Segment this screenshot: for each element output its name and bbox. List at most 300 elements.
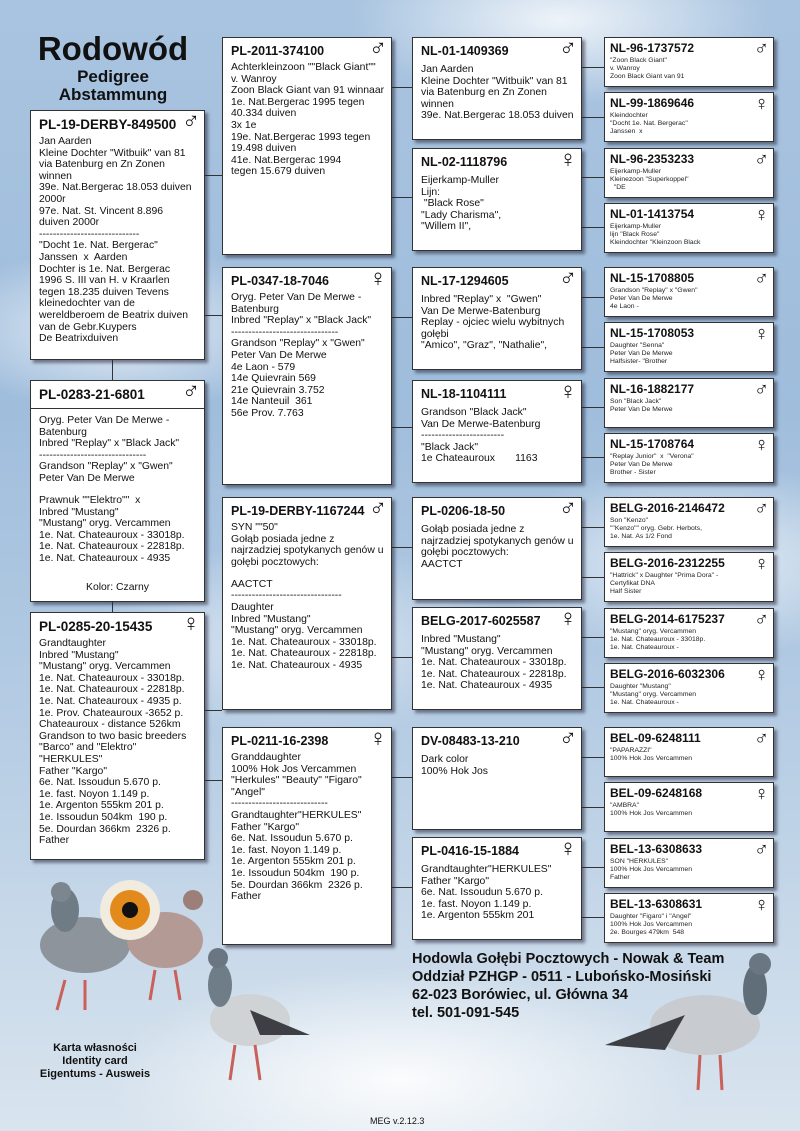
description-line <box>39 485 196 495</box>
ring-number: BELG-2016-2312255 <box>610 556 725 570</box>
description-line: Grandtaughter"HERKULES" <box>231 809 362 821</box>
description-line: Kleindochter "Kleinzoon Black <box>610 239 701 246</box>
description-line: Oryg. Peter Van De Merwe - <box>231 292 362 303</box>
pedigree-card-gen4-4[interactable] <box>604 267 774 317</box>
female-symbol-icon: ♀ <box>754 894 769 916</box>
pigeon-description <box>605 746 773 764</box>
description-line: 1e. Nat. Chateauroux - 33018p. <box>39 672 185 684</box>
description-line: "Mustang" oryg. Vercammen <box>39 661 171 673</box>
description-line: "DE <box>610 184 626 191</box>
pigeon-description <box>413 630 581 696</box>
description-line: kleinedochter van de <box>39 298 135 310</box>
pigeon-description <box>413 290 581 356</box>
pedigree-card-gen1-1[interactable] <box>30 380 205 602</box>
male-symbol-icon: ♂ <box>754 728 769 750</box>
pedigree-card-gen4-5[interactable] <box>604 322 774 372</box>
connector-line <box>582 807 604 808</box>
description-line: 14e Nanteuil 361 <box>231 396 313 408</box>
female-symbol-icon: ♀ <box>369 267 387 292</box>
description-line: 19.498 duiven <box>231 143 297 155</box>
connector-line <box>392 197 412 198</box>
ring-number: PL-0347-18-7046 <box>231 274 329 288</box>
description-line: Peter Van De Merwe <box>610 350 673 357</box>
description-line: "Mustang" oryg. Vercammen <box>421 645 553 657</box>
pedigree-card-gen2-1[interactable] <box>222 267 392 485</box>
card-label-pl: Karta własności <box>53 1042 137 1054</box>
connector-line <box>392 547 412 548</box>
female-symbol-icon: ♀ <box>754 434 769 456</box>
description-line: 4e Laon - 579 <box>231 361 296 373</box>
description-line: Chateauroux - distance 526km <box>39 719 181 731</box>
description-line: -------------------------------- <box>231 590 342 602</box>
pedigree-card-gen3-1[interactable] <box>412 148 582 251</box>
description-line: Kleindochter <box>610 112 648 119</box>
description-line: Replay - ojciec wielu wybitnych <box>421 317 565 329</box>
description-line: v. Wanroy <box>610 65 640 72</box>
description-line: Peter Van De Merwe <box>610 295 673 302</box>
description-line: AACTCT <box>231 578 273 590</box>
pedigree-card-gen4-15[interactable] <box>604 893 774 943</box>
pedigree-card-gen4-8[interactable] <box>604 497 774 547</box>
pigeon-left-image <box>25 870 205 1030</box>
ring-number: NL-01-1413754 <box>610 207 695 221</box>
description-line: 100% Hok Jos Vercammen <box>610 866 692 873</box>
pedigree-card-gen2-2[interactable] <box>222 497 392 710</box>
description-line: ""Kenzo"" oryg. Gebr. Herbots, <box>610 525 703 532</box>
description-line: 100% Hok Jos <box>421 765 488 777</box>
title-main: Rodowód <box>37 30 189 67</box>
description-line: Grandtaughter <box>39 638 107 649</box>
description-line: ------------------------------- <box>231 326 339 338</box>
pedigree-card-gen2-3[interactable] <box>222 727 392 945</box>
description-line: 4e Laon - <box>610 303 639 310</box>
description-line: 1e. Nat. Chateauroux - 4935 <box>231 659 363 671</box>
description-line: 1e. fast. Noyon 1.149 p. <box>421 898 532 910</box>
description-line: "Replay Junior" x "Verona" <box>610 453 694 460</box>
ring-number: BELG-2017-6025587 <box>421 614 541 628</box>
pedigree-card-gen4-1[interactable] <box>604 92 774 142</box>
female-symbol-icon: ♀ <box>754 93 769 115</box>
pigeon-description <box>605 167 773 193</box>
male-symbol-icon: ♂ <box>559 267 577 292</box>
card-label-de: Eigentums - Ausweis <box>39 1068 151 1080</box>
description-line: 1e. Nat. Chateauroux - 22818p. <box>39 684 185 696</box>
ring-number: PL-19-DERBY-849500 <box>39 117 177 132</box>
description-line: Peter Van De Merwe <box>610 461 673 468</box>
ring-number: BELG-2016-2146472 <box>610 501 725 515</box>
male-symbol-icon: ♂ <box>754 149 769 171</box>
description-line: 1e. Argenton 555km 201 <box>421 910 535 922</box>
pigeon-description <box>413 860 581 926</box>
female-symbol-icon: ♀ <box>559 148 577 173</box>
description-line: Daughter "Senna" <box>610 342 665 349</box>
description-line: Daughter "Mustang" <box>610 683 671 690</box>
connector-line <box>205 175 222 176</box>
description-line: 1e. Nat. Chateauroux - 4935 <box>39 552 171 564</box>
ring-number: NL-01-1409369 <box>421 44 509 58</box>
connector-line <box>582 347 604 348</box>
female-symbol-icon: ♀ <box>182 612 200 637</box>
male-symbol-icon: ♂ <box>754 839 769 861</box>
description-line: 1e Chateauroux 1163 <box>421 453 538 465</box>
description-line: 1e. Issoudun 504km 190 p. <box>39 811 168 823</box>
description-line: Inbred "Replay" x "Black Jack" <box>231 315 372 327</box>
description-line: gołębi pocztowych: <box>231 556 319 568</box>
description-line: Father "Kargo" <box>39 765 108 777</box>
description-line: 100% Hok Jos Vercammen <box>610 755 692 762</box>
pigeon-description <box>413 750 581 781</box>
description-line <box>231 568 383 578</box>
description-line: ----------------------------- <box>39 228 140 240</box>
description-line: "PAPARAZZI" <box>610 747 652 754</box>
title-sub-de: Abstammung <box>58 85 168 104</box>
description-line: najrzadziej spotykanych genów u <box>421 535 574 547</box>
description-line: "Herkules" "Beauty" "Figaro" <box>231 775 362 787</box>
connector-line <box>582 527 604 528</box>
male-symbol-icon: ♂ <box>754 379 769 401</box>
description-line: Van De Merwe-Batenburg <box>421 418 541 430</box>
description-line: Batenburg <box>39 426 87 438</box>
female-symbol-icon: ♀ <box>754 204 769 226</box>
connector-line <box>582 297 604 298</box>
male-symbol-icon: ♂ <box>182 380 200 405</box>
pedigree-card-gen4-0[interactable] <box>604 37 774 87</box>
connector-line <box>112 360 113 380</box>
connector-line <box>392 777 412 778</box>
description-line: Achterkleinzoon ""Black Giant"" <box>231 62 376 73</box>
breeder-info <box>412 950 724 1022</box>
male-symbol-icon: ♂ <box>559 727 577 752</box>
description-line: 100% Hok Jos Vercammen <box>610 921 692 928</box>
description-line: via Batenburg en Zn Zonen <box>39 159 165 171</box>
description-line: 3x 1e <box>231 119 257 131</box>
description-line: 100% Hok Jos Vercammen <box>231 763 357 775</box>
description-line: winnen <box>421 98 454 110</box>
ring-number: BEL-13-6308633 <box>610 842 703 856</box>
ring-number: PL-19-DERBY-1167244 <box>231 504 365 518</box>
description-line: Kleinezoon "Superkoppel" <box>610 176 689 183</box>
connector-line <box>582 67 604 68</box>
ring-number: NL-15-1708805 <box>610 271 695 285</box>
description-line: 100% Hok Jos Vercammen <box>610 810 692 817</box>
description-line: 2e. Bourges 479km 548 <box>610 929 685 936</box>
description-line: Grandson "Replay" x "Gwen" <box>39 461 173 473</box>
description-line: Father <box>231 891 262 903</box>
connector-line <box>582 867 604 868</box>
description-line: "Docht 1e. Nat. Bergerac" <box>39 240 158 252</box>
ring-number: BEL-09-6248168 <box>610 786 703 800</box>
description-line: Daughter "Figaro" i "Angel" <box>610 913 692 920</box>
description-line: Inbred "Replay" x "Gwen" <box>421 294 542 305</box>
pedigree-card-gen4-11[interactable] <box>604 663 774 713</box>
description-line: Grandson "Replay" x "Gwen" <box>231 338 365 350</box>
description-line: Janssen x Aarden <box>39 251 128 263</box>
description-line: 1e. Nat. Chateauroux - 22818p. <box>39 541 185 553</box>
ring-number: NL-18-1104111 <box>421 387 507 401</box>
male-symbol-icon: ♂ <box>559 497 577 522</box>
male-symbol-icon: ♂ <box>754 498 769 520</box>
connector-line <box>582 917 604 918</box>
ring-number: PL-0416-15-1884 <box>421 844 519 858</box>
ring-number: PL-0211-16-2398 <box>231 734 329 748</box>
pigeon-description <box>605 516 773 542</box>
description-line: via Batenburg en Zn Zonen <box>421 87 547 99</box>
description-line: Grandson "Replay" x "Gwen" <box>610 287 698 294</box>
connector-line <box>582 117 604 118</box>
description-line: Granddaughter <box>231 752 301 763</box>
description-line: "Angel" <box>231 786 265 798</box>
pigeon-description <box>413 60 581 126</box>
description-line: Grandtaughter"HERKULES" <box>421 864 552 875</box>
description-line: Inbred "Mustang" <box>231 613 311 625</box>
ring-number: PL-0285-20-15435 <box>39 619 153 634</box>
description-line: 1e. Argenton 555km 201 p. <box>39 800 164 812</box>
description-line: Grandson "Black Jack" <box>421 407 527 418</box>
connector-line <box>582 407 604 408</box>
title-sub-en: Pedigree <box>77 67 149 86</box>
description-line: 1e. fast. Noyon 1.149 p. <box>39 788 150 800</box>
pedigree-card-gen4-14[interactable] <box>604 838 774 888</box>
connector-line <box>582 757 604 758</box>
description-line: "Zoon Black Giant" <box>610 57 667 64</box>
description-line: Inbred "Mustang" <box>39 506 119 518</box>
description-line: v. Wanroy <box>231 73 277 85</box>
description-line: Father "Kargo" <box>421 875 490 887</box>
description-line: Van De Merwe-Batenburg <box>421 305 541 317</box>
pedigree-card-gen4-6[interactable] <box>604 378 774 428</box>
description-line: Dark color <box>421 754 469 765</box>
description-line: Peter Van De Merwe <box>610 406 673 413</box>
male-symbol-icon: ♂ <box>754 609 769 631</box>
description-line: "AMBRA" <box>610 802 639 809</box>
description-line: Grandson to two basic breeders <box>39 730 187 742</box>
pigeon-description <box>605 571 773 597</box>
description-line: gołębi <box>421 328 449 340</box>
description-line: Father <box>610 874 630 881</box>
pigeon-center-image <box>190 940 310 1090</box>
pedigree-card-gen3-0[interactable] <box>412 37 582 140</box>
description-line: wereldberoem de Beatrix duiven <box>39 309 189 321</box>
female-symbol-icon: ♀ <box>754 323 769 345</box>
description-line: gołębi pocztowych: <box>421 547 509 559</box>
ring-number: NL-96-2353233 <box>610 152 695 166</box>
pigeon-description <box>605 627 773 653</box>
male-symbol-icon: ♂ <box>182 110 200 135</box>
male-symbol-icon: ♂ <box>559 37 577 62</box>
description-line: 6e. Nat. Issoudun 5.670 p. <box>39 777 161 789</box>
description-line: Son "Black Jack" <box>610 398 662 405</box>
description-line: SYN ""50" <box>231 522 278 533</box>
pedigree-card-gen1-2[interactable] <box>30 612 205 860</box>
connector-line <box>392 87 412 88</box>
description-line: Peter Van De Merwe <box>231 349 327 361</box>
connector-line <box>392 427 412 428</box>
description-line: Prawnuk ""Elektro"" x <box>39 494 141 506</box>
description-line: 56e Prov. 7.763 <box>231 407 304 419</box>
description-line: 1e. Nat. Chateauroux - <box>610 644 679 651</box>
description-line: 14e Quievrain 569 <box>231 373 316 385</box>
pigeon-description <box>31 413 204 567</box>
ring-number: NL-99-1869646 <box>610 96 695 110</box>
pedigree-card-gen4-10[interactable] <box>604 608 774 658</box>
breeder-address: 62-023 Borówiec, ul. Główna 34 <box>412 987 628 1003</box>
ring-number: BEL-09-6248111 <box>610 731 701 745</box>
pedigree-card-gen3-3[interactable] <box>412 380 582 483</box>
male-symbol-icon: ♂ <box>754 38 769 60</box>
ring-number: PL-2011-374100 <box>231 44 325 58</box>
ring-number: NL-96-1737572 <box>610 41 695 55</box>
description-line: Eijerkamp-Muller <box>421 175 499 186</box>
pedigree-card-gen2-0[interactable] <box>222 37 392 255</box>
description-line: 1e. Nat.Bergerac 1995 tegen <box>231 96 365 108</box>
description-line: "Mustang" oryg. Vercammen <box>610 628 697 635</box>
description-line: Oryg. Peter Van De Merwe - <box>39 415 170 426</box>
pedigree-card-gen3-5[interactable] <box>412 607 582 710</box>
pedigree-card-gen4-12[interactable] <box>604 727 774 777</box>
female-symbol-icon: ♀ <box>559 837 577 862</box>
description-line: 1e. Issoudun 504km 190 p. <box>231 867 360 879</box>
ring-number: NL-15-1708053 <box>610 326 695 340</box>
description-line: Certyfikat DNA <box>610 580 655 587</box>
pigeon-description <box>605 286 773 312</box>
pigeon-description <box>223 290 391 422</box>
description-line: Halfsister- "Brother <box>610 358 668 365</box>
description-line: 1e. Nat. As 1/2 Fond <box>610 533 672 540</box>
connector-line <box>582 637 604 638</box>
description-line: Zoon Black Giant van 91 winnaar <box>231 85 385 97</box>
description-line: 39e. Nat.Bergerac 18.053 duiven <box>39 182 192 194</box>
pigeon-description <box>605 111 773 137</box>
pigeon-description <box>223 520 391 674</box>
pedigree-card-gen3-4[interactable] <box>412 497 582 600</box>
description-line: "Black Jack" <box>421 441 479 453</box>
connector-line <box>582 227 604 228</box>
description-line: tegen 18.235 duiven Tevens <box>39 286 169 298</box>
description-line: 1e. Nat. Chateauroux - 33018p. <box>421 657 567 669</box>
pigeon-description <box>605 801 773 819</box>
description-line: 41e. Nat.Bergerac 1994 <box>231 154 342 166</box>
description-line: ---------------------------- <box>231 798 328 810</box>
description-line: Gołąb posiada jedne z <box>421 524 525 535</box>
pedigree-card-gen1-0[interactable] <box>30 110 205 360</box>
pigeon-description <box>605 682 773 708</box>
connector-line <box>392 317 412 318</box>
description-line: 19e. Nat.Bergerac 1993 tegen <box>231 131 371 143</box>
description-line: Janssen x <box>610 128 643 135</box>
description-line: Father "Kargo" <box>231 821 300 833</box>
description-line: Father <box>39 835 70 847</box>
pedigree-card-gen3-6[interactable] <box>412 727 582 830</box>
description-line: Kleine Dochter "Witbuik" van 81 <box>39 147 186 159</box>
description-line: 6e. Nat. Issoudun 5.670 p. <box>421 887 543 899</box>
female-symbol-icon: ♀ <box>754 664 769 686</box>
male-symbol-icon: ♂ <box>369 497 387 522</box>
description-line: 1e. Nat. Chateauroux - 33018p. <box>231 636 377 648</box>
description-line: 1e. Argenton 555km 201 p. <box>231 856 356 868</box>
female-symbol-icon: ♀ <box>754 553 769 575</box>
description-line: 1e. Nat. Chateauroux - 33018p. <box>39 529 185 541</box>
breeder-name: Hodowla Gołębi Pocztowych - Nowak & Team <box>412 951 725 967</box>
pedigree-card-gen4-2[interactable] <box>604 148 774 198</box>
description-line: "Mustang" oryg. Vercammen <box>231 625 363 637</box>
description-line: Lijn: <box>421 186 441 198</box>
pedigree-card-gen4-13[interactable] <box>604 782 774 832</box>
description-line: "Hattrick" x Daughter "Prima Dora" - <box>610 572 719 579</box>
breeder-phone: tel. 501-091-545 <box>412 1005 520 1021</box>
pedigree-card-gen3-7[interactable] <box>412 837 582 940</box>
description-line: 1e. Nat. Chateauroux - 4935 p. <box>39 695 182 707</box>
connector-line <box>582 687 604 688</box>
description-line: "Black Rose" <box>421 198 484 210</box>
connector-line <box>205 780 222 781</box>
pigeon-description <box>413 520 581 574</box>
description-line: Half Sister <box>610 588 642 595</box>
female-symbol-icon: ♀ <box>559 607 577 632</box>
identity-card-caption <box>20 1042 170 1081</box>
description-line: 1e. Nat. Chateauroux - 22818p. <box>231 648 377 660</box>
description-line: 1e. fast. Noyon 1.149 p. <box>231 844 342 856</box>
description-line: De Beatrixduiven <box>39 333 119 345</box>
connector-line <box>112 602 113 612</box>
description-line: Inbred "Replay" x "Black Jack" <box>39 438 180 450</box>
pedigree-card-gen4-3[interactable] <box>604 203 774 253</box>
connector-line <box>205 315 222 316</box>
male-symbol-icon: ♂ <box>754 268 769 290</box>
description-line: 1e. Nat. Chateauroux - <box>610 699 679 706</box>
description-line: ------------------------------- <box>39 449 147 461</box>
pedigree-card-gen3-2[interactable] <box>412 267 582 370</box>
pigeon-description <box>605 397 773 415</box>
description-line: Eijerkamp-Muller <box>610 168 661 175</box>
description-line: Zoon Black Giant van 91 <box>610 73 685 80</box>
pigeon-description <box>223 750 391 905</box>
pigeon-description <box>223 60 391 180</box>
description-line: Peter Van De Merwe <box>39 472 135 484</box>
description-line: Inbred "Mustang" <box>39 649 119 661</box>
description-line: ------------------------ <box>421 430 505 442</box>
description-line: SON "HERKULES" <box>610 858 669 865</box>
description-line: AACTCT <box>421 558 463 570</box>
description-line: Daughter <box>231 601 274 613</box>
description-line: Kleine Dochter "Witbuik" van 81 <box>421 75 568 87</box>
description-line: "Lady Charisma", <box>421 209 502 221</box>
description-line: Eijerkamp-Muller <box>610 223 661 230</box>
description-line: Brother - Sister <box>610 469 656 476</box>
description-line: Inbred "Mustang" <box>421 634 501 645</box>
connector-line <box>582 577 604 578</box>
description-line: duiven 2000r <box>39 217 100 229</box>
pedigree-card-gen4-9[interactable] <box>604 552 774 602</box>
description-line: "Willem II", <box>421 221 472 233</box>
female-symbol-icon: ♀ <box>754 783 769 805</box>
ring-number: PL-0206-18-50 <box>421 504 506 518</box>
description-line: 39e. Nat.Bergerac 18.053 duiven <box>421 110 574 122</box>
pigeon-description <box>413 403 581 469</box>
pedigree-card-gen4-7[interactable] <box>604 433 774 483</box>
description-line: 2000r <box>39 193 66 205</box>
description-line: 6e. Nat. Issoudun 5.670 p. <box>231 833 353 845</box>
description-line: 1996 S. III van H. v Kraarlen <box>39 275 170 287</box>
software-version: MEG v.2.12.3 <box>370 1116 425 1126</box>
description-line: van de Gebr.Kuypers <box>39 321 137 333</box>
ring-number: BEL-13-6308631 <box>610 897 703 911</box>
description-line: "Docht 1e. Nat. Bergerac" <box>610 120 688 127</box>
description-line: tegen 15.679 duiven <box>231 166 326 178</box>
description-line: Jan Aarden <box>421 64 474 75</box>
breeder-branch: Oddział PZHGP - 0511 - Lubońsko-Mosiński <box>412 969 712 985</box>
male-symbol-icon: ♂ <box>369 37 387 62</box>
connector-line <box>582 457 604 458</box>
